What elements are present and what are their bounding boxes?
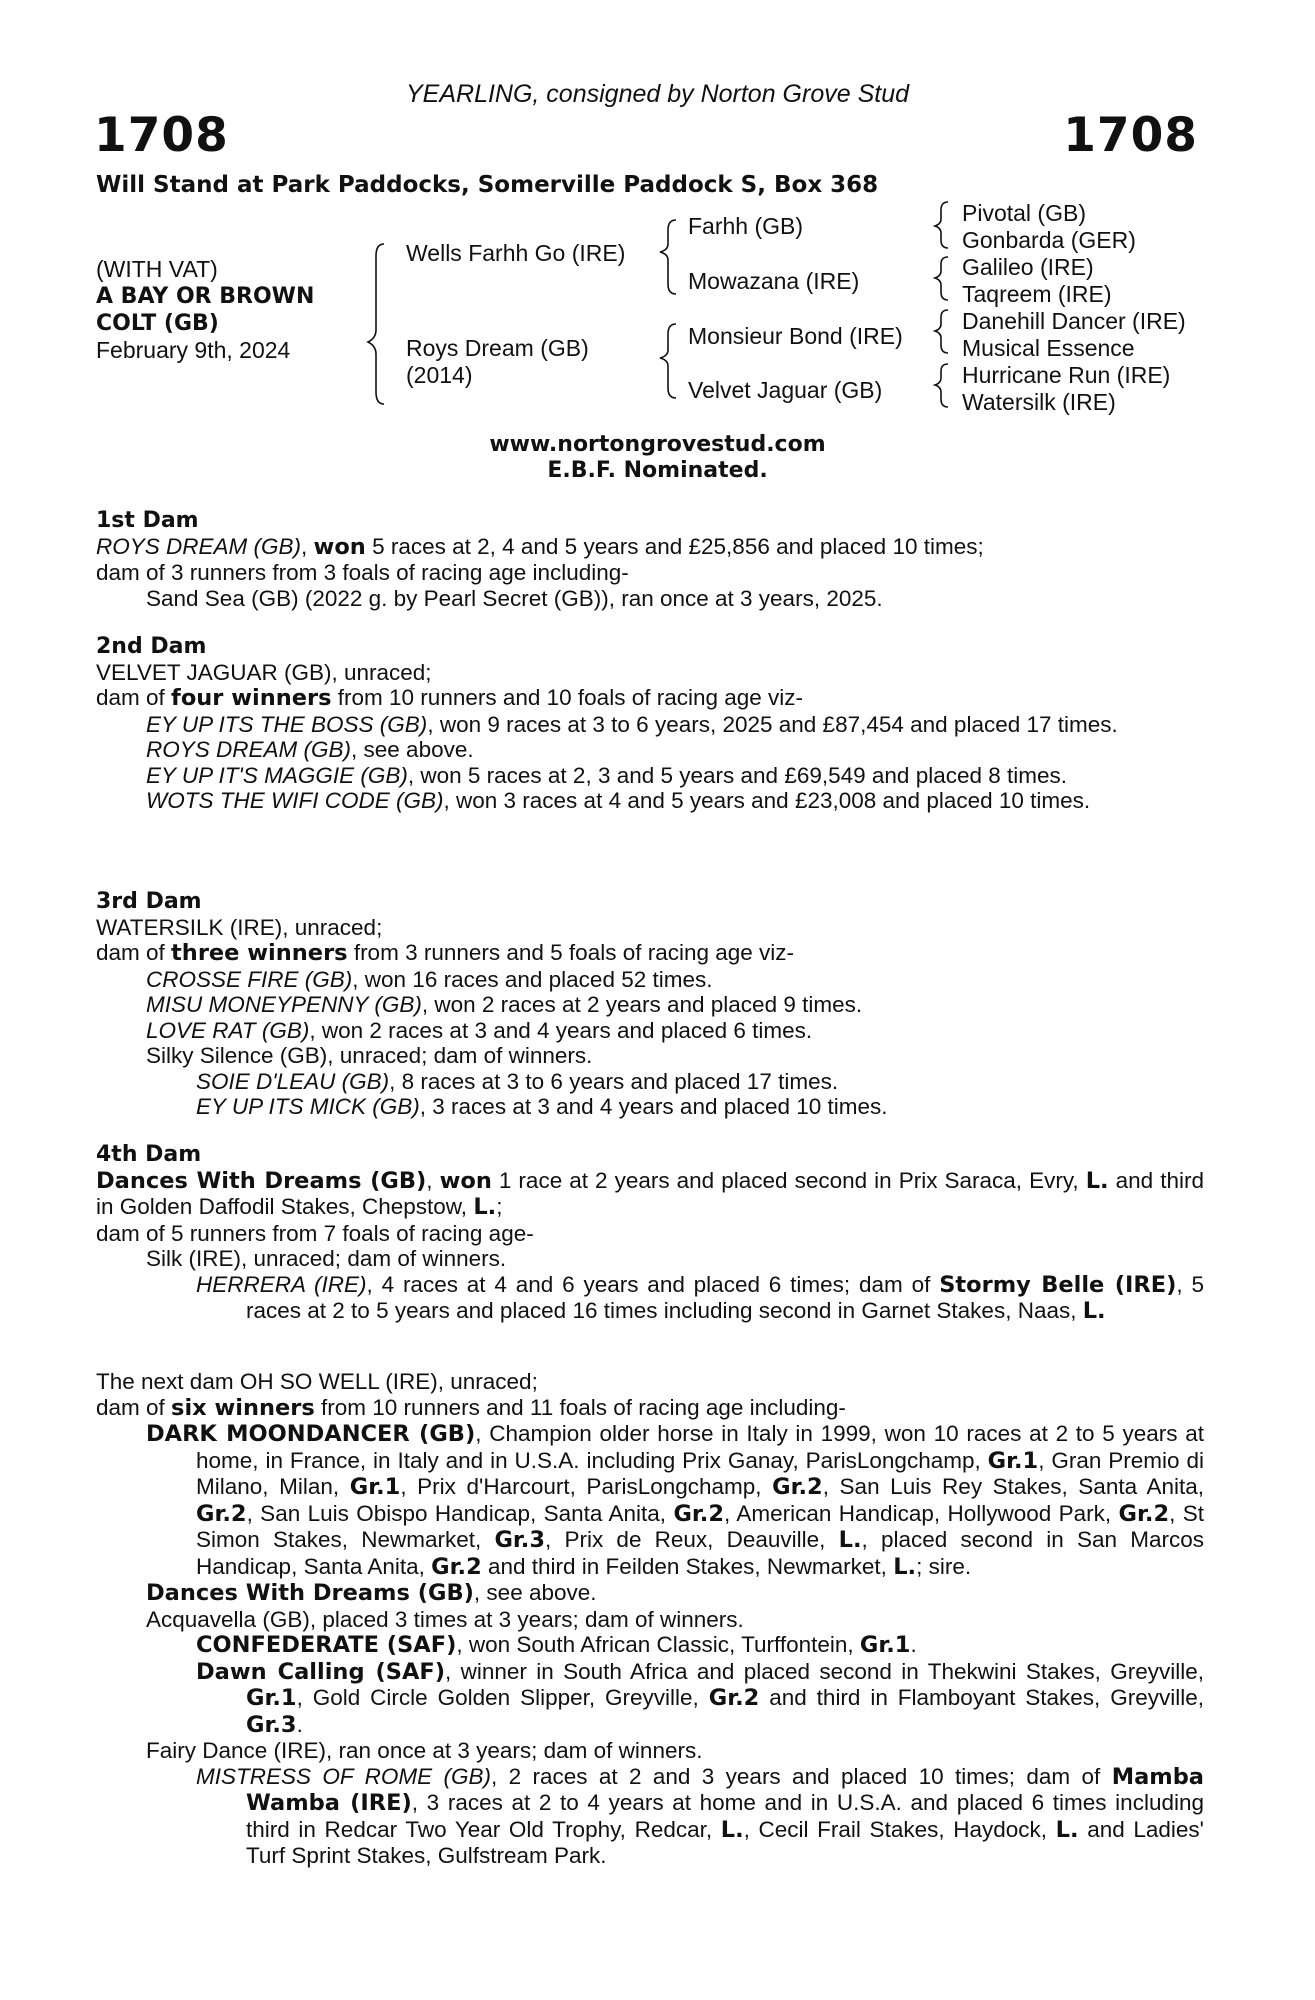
second-dam-section <box>96 634 1204 814</box>
first-dam-foal: Sand Sea (GB) (2022 g. by Pearl Secret (GB)), ran once at 3 years, 2025. <box>146 585 883 611</box>
pedigree-gen2-2: Mowazana (IRE) <box>688 268 860 294</box>
fourth-dam-offspring: Silk (IRE), unraced; dam of winners. <box>146 1246 507 1271</box>
pedigree-gen2-3: Monsieur Bond (IRE) <box>688 323 903 349</box>
lot-number-left: 1708 <box>94 108 229 163</box>
third-dam-line: WATERSILK (IRE), unraced; <box>96 914 383 940</box>
pedigree-gen3-8: Watersilk (IRE) <box>962 389 1116 415</box>
second-dam-offspring: ROYS DREAM (GB), see above. <box>146 737 474 762</box>
fourth-dam-line: Dances With Dreams (GB), won 1 race at 2 years and placed second in Prix Saraca, Evry, L. and third in Golden Daffodil Stakes, Chepstow, L.; <box>96 1167 1204 1220</box>
pedigree-gen3-4: Taqreem (IRE) <box>962 281 1112 307</box>
pedigree-gen3-2: Gonbarda (GER) <box>962 227 1136 253</box>
website-link[interactable]: www.nortongrovestud.com <box>489 432 826 457</box>
next-dam-offspring: Dances With Dreams (GB), see above. <box>146 1580 597 1606</box>
first-dam-produce: dam of 3 runners from 3 foals of racing age including- <box>96 560 629 585</box>
fourth-dam-section <box>96 1142 1204 1325</box>
first-dam-line: ROYS DREAM (GB), won 5 races at 2, 4 and 5 years and £25,856 and placed 10 times; <box>96 533 984 560</box>
ebf-nominated: E.B.F. Nominated. <box>547 458 768 483</box>
second-dam-line: VELVET JAGUAR (GB), unraced; <box>96 659 432 685</box>
next-dam-offspring: Fairy Dance (IRE), ran once at 3 years; dam of winners. <box>146 1738 703 1763</box>
stud-links <box>0 432 1315 484</box>
horse-desc-line2: COLT (GB) <box>96 311 219 336</box>
second-dam-offspring: WOTS THE WIFI CODE (GB), won 3 races at 4 and 5 years and £23,008 and placed 10 times. <box>146 788 1091 813</box>
pedigree-gen3-6: Musical Essence <box>962 335 1135 361</box>
pedigree-gen3-3: Galileo (IRE) <box>962 254 1094 280</box>
pedigree-sire: Wells Farhh Go (IRE) <box>406 240 626 266</box>
pedigree-dam-year: (2014) <box>406 362 473 388</box>
next-dam-offspring: DARK MOONDANCER (GB), Champion older horse in Italy in 1999, won 10 races at 2 to 5 years at home, in France, in Italy and in U.S.A. including Prix Ganay, ParisLongchamp, Gr.1, Gran Premio di Milano, Milan, Gr.1, Prix d'Harcourt, ParisLongchamp, Gr.2, San Luis Rey Stakes, Santa Anita, Gr.2, San Luis Obispo Handicap, Santa Anita, Gr.2, American Handicap, Hollywood Park, Gr.2, St Simon Stakes, Newmarket, Gr.3, Prix de Reux, Deauville, L., placed second in San Marcos Handicap, Santa Anita, Gr.2 and third in Feilden Stakes, Newmarket, L.; sire. <box>146 1421 1204 1580</box>
fourth-dam-grandoffspring: HERRERA (IRE), 4 races at 4 and 6 years and placed 6 times; dam of Stormy Belle (IRE), 5 races at 2 to 5 years and placed 16 times including second in Garnet Stakes, Naas, L. <box>196 1271 1204 1324</box>
pedigree-gen2-1: Farhh (GB) <box>688 213 804 239</box>
horse-desc-line1: A BAY OR BROWN <box>96 284 315 309</box>
third-dam-offspring: Silky Silence (GB), unraced; dam of winners. <box>146 1043 593 1068</box>
next-dam-produce: dam of six winners from 10 runners and 11 foals of racing age including- <box>96 1394 846 1421</box>
third-dam-grandoffspring: SOIE D'LEAU (GB), 8 races at 3 to 6 years and placed 17 times. <box>196 1068 839 1094</box>
third-dam-offspring: MISU MONEYPENNY (GB), won 2 races at 2 years and placed 9 times. <box>146 992 863 1017</box>
pedigree-dam-name: Roys Dream (GB) <box>406 335 589 361</box>
fourth-dam-heading: 4th Dam <box>96 1142 202 1167</box>
fourth-dam-produce: dam of 5 runners from 7 foals of racing age- <box>96 1220 534 1246</box>
third-dam-offspring: CROSSE FIRE (GB), won 16 races and placed 52 times. <box>146 966 713 992</box>
consignment-line: YEARLING, consigned by Norton Grove Stud <box>405 80 910 108</box>
pedigree-gen3-5: Danehill Dancer (IRE) <box>962 308 1186 334</box>
third-dam-section <box>96 889 1204 1120</box>
next-dam-section <box>96 1369 1204 1869</box>
second-dam-offspring: EY UP ITS THE BOSS (GB), won 9 races at 3 to 6 years, 2025 and £87,454 and placed 17 times. <box>146 711 1118 737</box>
next-dam-offspring: Acquavella (GB), placed 3 times at 3 years; dam of winners. <box>146 1606 744 1632</box>
next-dam-grandoffspring: CONFEDERATE (SAF), won South African Classic, Turffontein, Gr.1. <box>196 1632 917 1658</box>
third-dam-offspring: LOVE RAT (GB), won 2 races at 3 and 4 years and placed 6 times. <box>146 1017 813 1043</box>
second-dam-heading: 2nd Dam <box>96 634 207 659</box>
pedigree-gen2-4: Velvet Jaguar (GB) <box>688 377 883 403</box>
next-dam-line: The next dam OH SO WELL (IRE), unraced; <box>96 1369 538 1394</box>
next-dam-grandoffspring: MISTRESS OF ROME (GB), 2 races at 2 and 3 years and placed 10 times; dam of Mamba Wamba (IRE), 3 races at 2 to 4 years at home and in U.S.A. and placed 6 times including third in Redcar Two Year Old Trophy, Redcar, L., Cecil Frail Stakes, Haydock, L. and Ladies' Turf Sprint Stakes, Gulfstream Park. <box>196 1763 1204 1868</box>
first-dam-section <box>96 508 1204 611</box>
vat-note: (WITH VAT) <box>96 256 218 282</box>
second-dam-offspring: EY UP IT'S MAGGIE (GB), won 5 races at 2, 3 and 5 years and £69,549 and placed 8 times. <box>146 762 1068 788</box>
pedigree-gen3-7: Hurricane Run (IRE) <box>962 362 1171 388</box>
foaling-date: February 9th, 2024 <box>96 337 291 363</box>
third-dam-produce: dam of three winners from 3 runners and 5 foals of racing age viz- <box>96 940 795 966</box>
first-dam-heading: 1st Dam <box>96 508 199 533</box>
third-dam-heading: 3rd Dam <box>96 889 202 914</box>
lot-number-right: 1708 <box>1063 108 1198 163</box>
second-dam-produce: dam of four winners from 10 runners and 10 foals of racing age viz- <box>96 685 804 711</box>
next-dam-grandoffspring: Dawn Calling (SAF), winner in South Africa and placed second in Thekwini Stakes, Greyville, Gr.1, Gold Circle Golden Slipper, Greyville, Gr.2 and third in Flamboyant Stakes, Greyville, Gr.3. <box>196 1658 1205 1738</box>
third-dam-grandoffspring: EY UP ITS MICK (GB), 3 races at 3 and 4 years and placed 10 times. <box>196 1094 888 1119</box>
pedigree-gen3-1: Pivotal (GB) <box>962 200 1086 226</box>
stand-location: Will Stand at Park Paddocks, Somerville Paddock S, Box 368 <box>96 172 879 198</box>
